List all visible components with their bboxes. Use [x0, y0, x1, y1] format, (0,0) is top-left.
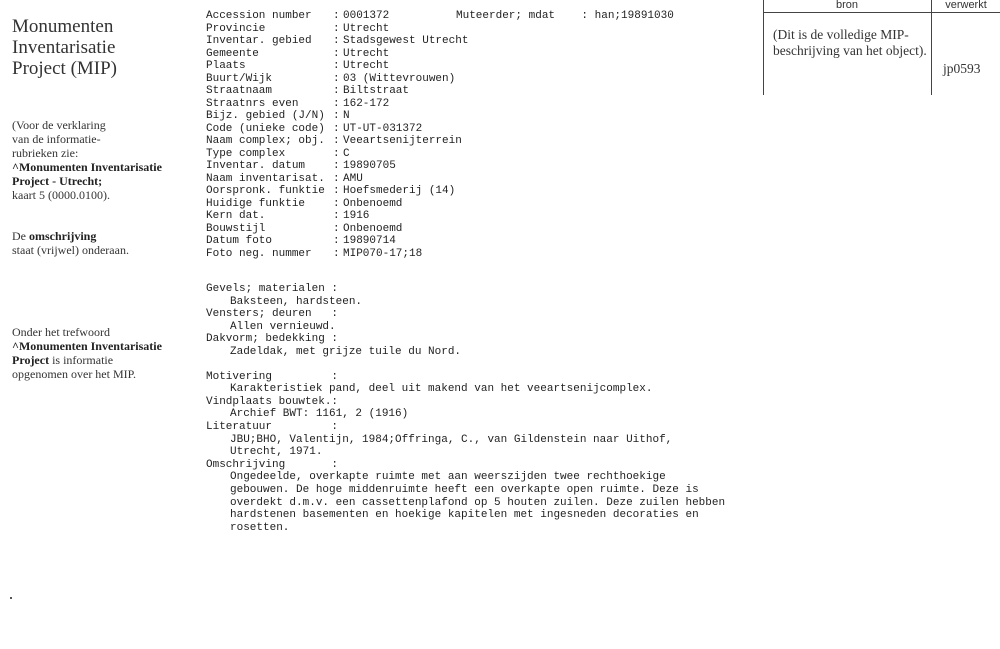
sidebar-title-block: [12, 16, 182, 79]
field-value: Veeartsenijterrein: [343, 135, 462, 147]
field-value: Utrecht: [343, 60, 390, 72]
field-row: [206, 210, 468, 223]
field-sep: :: [333, 160, 340, 172]
field-label: Oorspronk. funktie: [206, 185, 325, 197]
field-sep: :: [333, 210, 340, 222]
section-label: Gevels; materialen :: [206, 283, 339, 295]
field-row: [206, 23, 468, 36]
field-row: [206, 73, 468, 86]
field-label: Foto neg. nummer: [206, 247, 312, 260]
reference-note-line: (Voor de verklaring: [12, 118, 106, 132]
description-note-prefix: De: [12, 229, 29, 243]
field-row: [206, 173, 468, 186]
field-row: [206, 48, 468, 61]
field-row: [206, 85, 468, 98]
field-value: 0001372: [343, 10, 390, 22]
field-sep: :: [333, 197, 340, 210]
reference-note-card: kaart 5 (0000.0100).: [12, 188, 110, 202]
bron-header: bron: [835, 0, 859, 11]
field-value: Stadsgewest Utrecht: [343, 35, 469, 47]
field-value: Utrecht: [343, 47, 390, 60]
field-value: N: [343, 110, 350, 122]
field-value: 19890714: [343, 235, 396, 247]
record-fields: [206, 10, 674, 260]
mutation-info: Muteerder; mdat : han;19891030: [456, 10, 674, 22]
keyword-note: [12, 325, 187, 381]
verwerkt-header: verwerkt: [945, 0, 987, 11]
mip-title-line-1: Monumenten: [12, 16, 114, 37]
field-sep: :: [333, 47, 340, 60]
scan-speck: [10, 597, 12, 599]
description-note-bold: omschrijving: [29, 229, 97, 243]
reference-note-line: van de informatie-: [12, 132, 101, 146]
field-value: Onbenoemd: [343, 197, 403, 210]
table-border: [763, 0, 764, 95]
field-label: Naam inventarisat.: [206, 172, 325, 185]
section-label: Motivering :: [206, 370, 339, 383]
field-row: [206, 135, 468, 148]
field-row: [206, 123, 468, 136]
field-sep: :: [333, 85, 340, 97]
section-label: Vensters; deuren :: [206, 308, 339, 321]
keyword-note-bold: Project: [12, 353, 50, 367]
field-label: Bouwstijl: [206, 222, 266, 235]
field-value: MIP070-17;18: [343, 247, 423, 260]
reference-note-bold: ^Monumenten Inventarisatie: [12, 160, 162, 174]
field-sep: :: [333, 22, 340, 35]
field-value: 03 (Wittevrouwen): [343, 72, 456, 85]
field-row: [206, 185, 468, 198]
keyword-note-line: Onder het trefwoord: [12, 325, 110, 339]
field-sep: :: [333, 72, 340, 85]
field-row: [206, 148, 468, 161]
section-text: JBU;BHO, Valentijn, 1984;Offringa, C., van Gildenstein naar Uithof, Utrecht, 1971.: [230, 433, 673, 459]
section-text: Allen vernieuwd.: [230, 320, 336, 333]
field-label: Bijz. gebied (J/N): [206, 110, 325, 122]
field-row: [206, 223, 468, 236]
field-label: Code (unieke code): [206, 122, 325, 135]
field-row: [206, 35, 468, 48]
field-label: Huidige funktie: [206, 197, 306, 210]
field-sep: :: [333, 122, 340, 135]
section-label: Literatuur :: [206, 420, 339, 433]
reference-note-line: rubrieken zie:: [12, 146, 79, 160]
field-row: [206, 235, 468, 248]
field-sep: :: [333, 110, 340, 122]
field-value: AMU: [343, 172, 363, 185]
section-text: Zadeldak, met grijze tuile du Nord.: [230, 345, 462, 358]
field-sep: :: [333, 185, 340, 197]
mip-title-line-2: Inventarisatie: [12, 37, 116, 58]
field-sep: :: [333, 60, 340, 72]
field-row: [206, 160, 468, 173]
field-value: Onbenoemd: [343, 222, 403, 235]
keyword-note-bold: ^Monumenten Inventarisatie: [12, 339, 162, 353]
field-sep: :: [333, 135, 340, 147]
field-sep: :: [333, 172, 340, 185]
field-label: Inventar. datum: [206, 160, 306, 172]
field-row: [206, 98, 468, 111]
field-sep: :: [333, 10, 340, 22]
section-text: Baksteen, hardsteen.: [230, 295, 363, 308]
field-value: C: [343, 147, 350, 160]
section-label: Dakvorm; bedekking :: [206, 333, 339, 346]
field-label: Accession number: [206, 10, 312, 22]
keyword-note-tail: opgenomen over het MIP.: [12, 367, 136, 381]
keyword-note-after: is informatie: [49, 353, 114, 367]
field-value: 1916: [343, 210, 370, 222]
field-sep: :: [333, 222, 340, 235]
field-value: Hoefsmederij (14): [343, 185, 456, 197]
field-sep: :: [333, 247, 340, 260]
field-label: Plaats: [206, 60, 246, 72]
description-note: [12, 229, 187, 257]
field-label: Buurt/Wijk: [206, 72, 273, 85]
table-divider: [931, 0, 932, 95]
field-sep: :: [333, 97, 340, 110]
field-label: Datum foto: [206, 235, 273, 247]
field-value: Utrecht: [343, 22, 390, 35]
field-row: [206, 60, 468, 73]
field-value: Biltstraat: [343, 85, 410, 97]
field-label: Straatnrs even: [206, 97, 299, 110]
field-label: Inventar. gebied: [206, 35, 312, 47]
field-value: 19890705: [343, 160, 396, 172]
field-label: Kern dat.: [206, 210, 266, 222]
field-sep: :: [333, 35, 340, 47]
field-label: Straatnaam: [206, 85, 273, 97]
field-value: UT-UT-031372: [343, 122, 423, 135]
field-row: [206, 10, 468, 23]
field-label: Naam complex; obj.: [206, 135, 325, 147]
reference-note: [12, 118, 187, 202]
source-description: (Dit is de volledige MIP-beschrijving van het object).: [773, 27, 927, 58]
description-sections: [206, 283, 766, 534]
processed-code: jp0593: [943, 61, 981, 76]
mip-title-line-3: Project (MIP): [12, 58, 118, 79]
section-text: Karakteristiek pand, deel uit makend van het veeartsenijcomplex.: [230, 383, 653, 396]
field-row: [206, 110, 468, 123]
section-text: Ongedeelde, overkapte ruimte met aan weerszijden twee rechthoekige gebouwen. De hoge middenruimte heeft een overkapte open ruimte. Deze is overdekt d.m.v. een cassettenplafond op 5 houten zuilen. Deze zuilen hebben hardstenen basementen en hoekige kapitelen met ingesneden decoraties en rosetten.: [230, 471, 726, 534]
section-label: Omschrijving :: [206, 458, 339, 471]
field-row: [206, 198, 468, 211]
field-sep: :: [333, 235, 340, 247]
field-label: Provincie: [206, 22, 266, 35]
table-header-rule: [763, 12, 1000, 13]
field-row: [206, 248, 468, 261]
reference-note-bold: Project - Utrecht;: [12, 174, 103, 188]
section-text: Archief BWT: 1161, 2 (1916): [230, 408, 409, 421]
section-label: Vindplaats bouwtek.:: [206, 395, 339, 408]
source-table: [763, 0, 1000, 95]
field-label: Gemeente: [206, 47, 259, 60]
field-value: 162-172: [343, 97, 390, 110]
field-sep: :: [333, 147, 340, 160]
field-label: Type complex: [206, 147, 286, 160]
description-note-tail: staat (vrijwel) onderaan.: [12, 243, 129, 257]
